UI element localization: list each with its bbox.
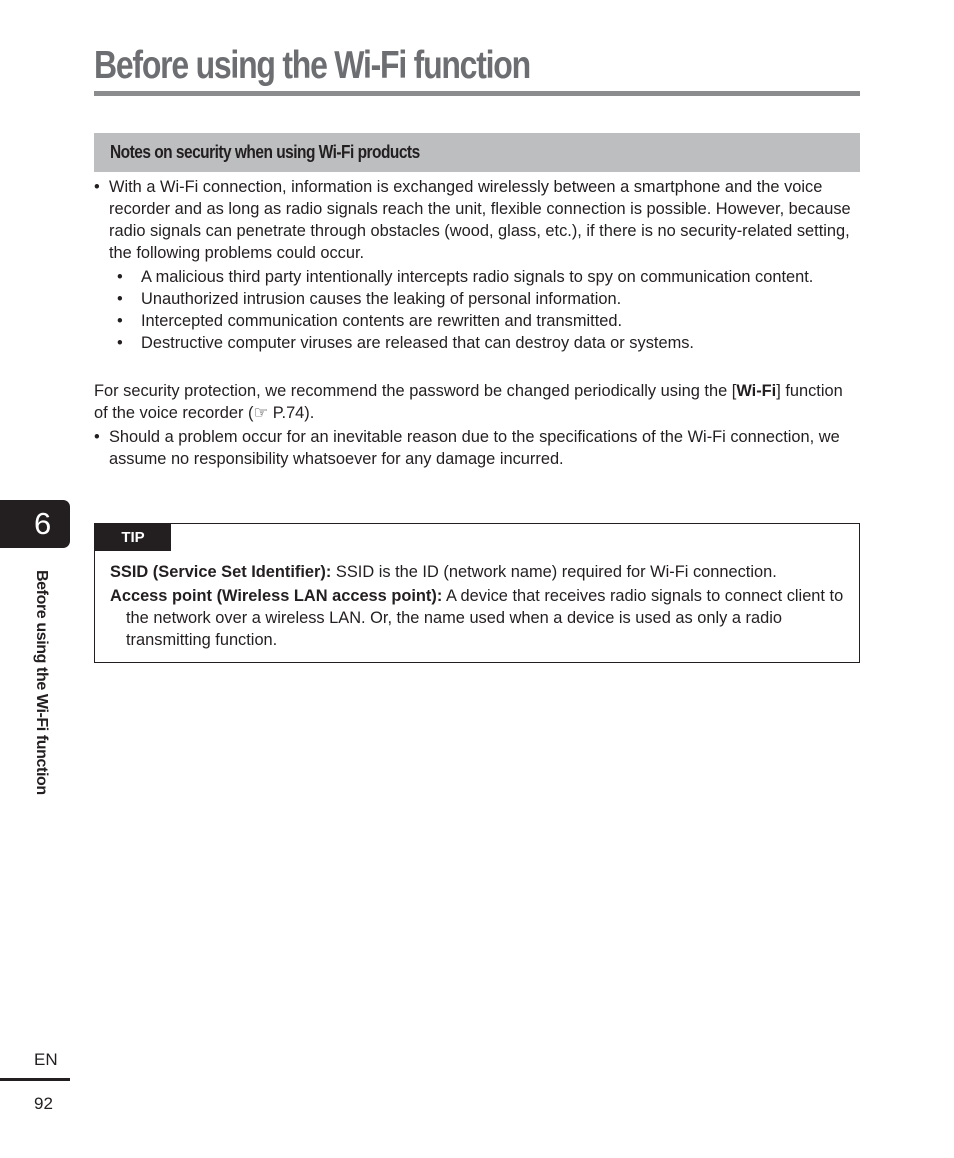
chapter-tab xyxy=(0,500,70,548)
list-item: • A malicious third party intentionally intercepts radio signals to spy on communication content. xyxy=(94,266,860,288)
tip-term: Access point (Wireless LAN access point): xyxy=(110,587,443,605)
chapter-number: 6 xyxy=(34,506,52,541)
main-content xyxy=(94,176,860,470)
protection-text-after: ] function of the voice recorder ( xyxy=(94,382,843,422)
page-reference-icon: ☞ xyxy=(253,404,269,422)
tip-term-definition: SSID is the ID (network name) required for Wi-Fi connection. xyxy=(331,563,777,581)
footer-divider xyxy=(0,1078,70,1081)
wifi-menu-label: Wi-Fi xyxy=(736,382,777,400)
tip-definition xyxy=(110,585,850,651)
tip-term-definition: A device that receives radio signals to connect client to the network over a wireless LAN. Or, the name used when a device is used as only a radio transmitting function. xyxy=(126,587,844,649)
section-heading-bar xyxy=(94,133,860,172)
side-chapter-title: Before using the Wi-Fi function xyxy=(33,570,50,795)
list-item: • Intercepted communication contents are rewritten and transmitted. xyxy=(94,310,860,332)
tip-definition xyxy=(110,561,850,583)
title-underline xyxy=(94,91,860,96)
language-label: EN xyxy=(34,1050,58,1069)
tip-label: TIP xyxy=(95,524,171,551)
tip-content xyxy=(110,561,850,653)
disclaimer-bullet: • Should a problem occur for an inevitable reason due to the specifications of the Wi-Fi connection, we assume no responsibility whatsoever for any damage incurred. xyxy=(94,426,860,470)
protection-text-before: For security protection, we recommend the password be changed periodically using the [ xyxy=(94,382,737,400)
tip-term: SSID (Service Set Identifier): xyxy=(110,563,332,581)
page-title: Before using the Wi-Fi function xyxy=(94,44,530,87)
security-protection-paragraph xyxy=(94,380,860,424)
problem-list xyxy=(94,266,860,354)
section-heading: Notes on security when using Wi-Fi products xyxy=(110,142,420,162)
list-item: • Unauthorized intrusion causes the leaking of personal information. xyxy=(94,288,860,310)
tip-box xyxy=(94,523,860,663)
intro-bullet: • With a Wi-Fi connection, information is exchanged wirelessly between a smartphone and the voice recorder and as long as radio signals reach the unit, flexible connection is possible. However, because radio signals can penetrate through obstacles (wood, glass, etc.), if there is no security-related setting, the following problems could occur. xyxy=(94,176,860,264)
list-item: • Destructive computer viruses are released that can destroy data or systems. xyxy=(94,332,860,354)
page-reference-link[interactable]: P.74). xyxy=(268,404,315,422)
page-number: 92 xyxy=(34,1094,53,1113)
